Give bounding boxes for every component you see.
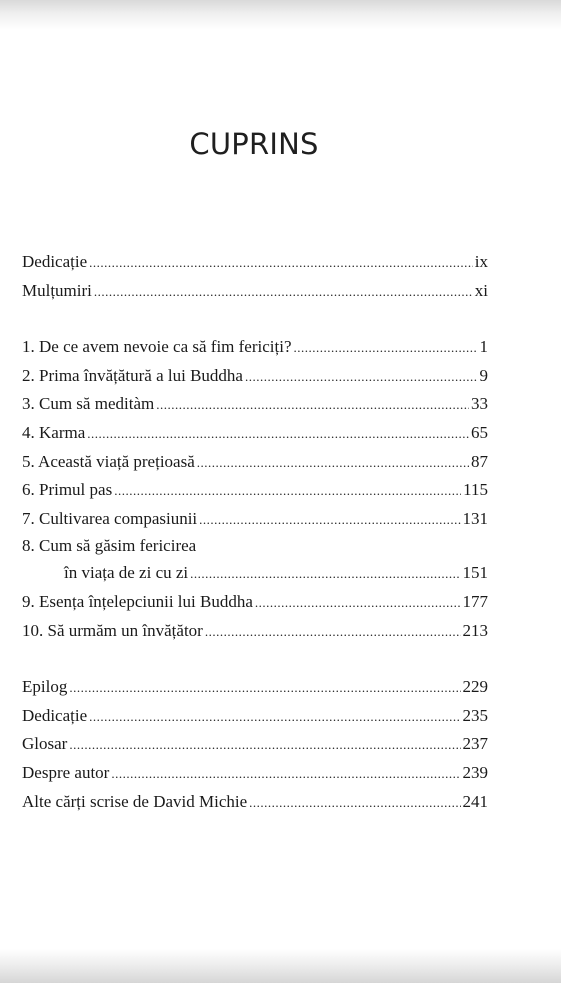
toc-entry-chapter-9[interactable] <box>22 588 488 617</box>
toc-entry-chapter-1[interactable] <box>22 333 488 362</box>
toc-entry-chapter-10[interactable] <box>22 617 488 646</box>
toc-entry-page: 229 <box>462 677 488 697</box>
dot-leader <box>197 449 469 478</box>
toc-entry-dedication[interactable] <box>22 248 488 277</box>
dot-leader <box>249 789 460 818</box>
toc-entry-label: 9. Esența înțelepciunii lui Buddha <box>22 591 253 611</box>
toc-entry-label: 4. Karma <box>22 422 86 442</box>
toc-entry-page: 177 <box>462 591 488 611</box>
toc-entry-label: Dedicație <box>22 705 88 725</box>
toc-entry-page: 239 <box>462 762 488 782</box>
toc-front-matter <box>22 248 488 305</box>
dot-leader <box>205 618 461 647</box>
toc-entry-page: 237 <box>462 734 488 754</box>
toc-entry-label-line2: în viața de zi cu zi <box>64 563 189 583</box>
toc-entry-page: 33 <box>471 394 488 414</box>
toc-entry-glossary[interactable] <box>22 730 488 759</box>
toc-entry-label: Despre autor <box>22 762 110 782</box>
dot-leader <box>94 278 473 307</box>
page-top-shadow <box>0 0 561 30</box>
toc-entry-chapter-8[interactable] <box>22 533 488 588</box>
toc-entry-chapter-4[interactable] <box>22 419 488 448</box>
toc-entry-label: Mulțumiri <box>22 280 92 300</box>
dot-leader <box>89 703 460 732</box>
toc-entry-page: 131 <box>462 508 488 528</box>
toc-entry-acknowledgements[interactable] <box>22 277 488 306</box>
toc-entry-page: 235 <box>462 705 488 725</box>
dot-leader <box>199 506 460 535</box>
dot-leader <box>294 334 478 363</box>
dot-leader <box>245 363 478 392</box>
dot-leader <box>87 420 469 449</box>
dot-leader <box>190 560 460 589</box>
toc-entry-label: Epilog <box>22 677 68 697</box>
toc-entry-epilogue[interactable] <box>22 673 488 702</box>
toc-entry-label: Glosar <box>22 734 68 754</box>
toc-entry-label: Alte cărți scrise de David Michie <box>22 791 248 811</box>
toc-entry-chapter-6[interactable] <box>22 476 488 505</box>
toc-entry-page: 151 <box>462 563 488 583</box>
toc-entry-label: Dedicație <box>22 252 88 271</box>
toc-entry-about-author[interactable] <box>22 759 488 788</box>
dot-leader <box>114 477 461 506</box>
toc-entry-page: ix <box>474 252 488 271</box>
dot-leader <box>255 589 461 618</box>
page-bottom-shadow <box>0 949 561 983</box>
toc-entry-page: 241 <box>462 791 488 811</box>
table-of-contents <box>22 248 488 816</box>
toc-entry-chapter-5[interactable] <box>22 448 488 477</box>
dot-leader <box>69 674 460 703</box>
toc-entry-page: 9 <box>479 365 488 385</box>
page-title: CUPRINS <box>189 127 319 161</box>
dot-leader <box>111 760 460 789</box>
dot-leader <box>89 249 473 278</box>
toc-entry-page: 1 <box>479 337 488 357</box>
toc-entry-label: 7. Cultivarea compasiunii <box>22 508 198 528</box>
dot-leader <box>69 731 460 760</box>
dot-leader <box>156 391 469 420</box>
toc-back-matter <box>22 673 488 816</box>
toc-entry-label: 2. Prima învățătură a lui Buddha <box>22 365 243 385</box>
toc-entry-label: 10. Să urmăm un învățător <box>22 620 203 640</box>
toc-entry-chapter-3[interactable] <box>22 390 488 419</box>
toc-entry-page: 87 <box>471 451 488 471</box>
toc-entry-page: 213 <box>462 620 488 640</box>
toc-entry-label-line1: 8. Cum să găsim fericirea <box>22 536 197 556</box>
toc-entry-page: 65 <box>471 422 488 442</box>
toc-entry-label: 5. Această viață prețioasă <box>22 451 195 471</box>
toc-entry-chapter-8-continued <box>22 559 488 588</box>
toc-entry-chapter-2[interactable] <box>22 362 488 391</box>
toc-entry-page: xi <box>474 280 488 300</box>
toc-entry-dedication-2[interactable] <box>22 702 488 731</box>
toc-entry-label: 1. De ce avem nevoie ca să fim fericiți? <box>22 337 292 357</box>
toc-entry-other-books[interactable] <box>22 788 488 817</box>
toc-entry-chapter-7[interactable] <box>22 505 488 534</box>
toc-entry-page: 115 <box>463 480 488 500</box>
toc-entry-label: 3. Cum să meditàm <box>22 394 155 414</box>
toc-chapters <box>22 333 488 645</box>
toc-entry-label: 6. Primul pas <box>22 480 113 500</box>
